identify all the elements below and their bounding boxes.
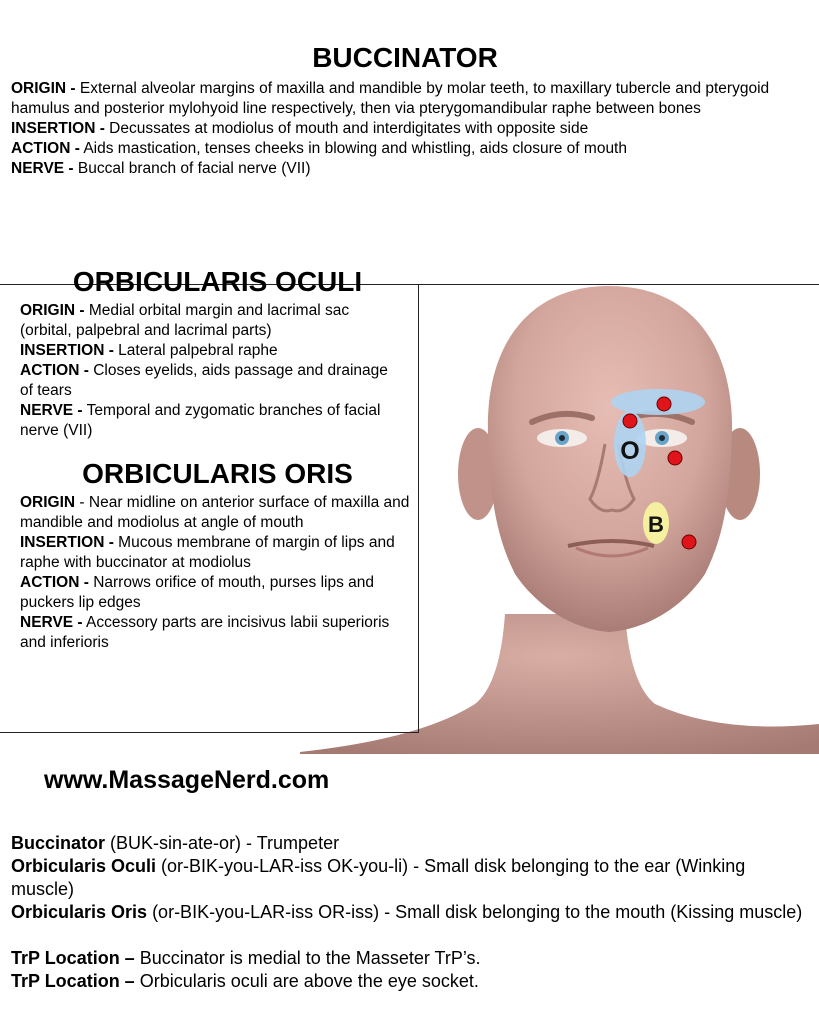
buccinator-insertion — [11, 119, 806, 139]
orbicularis-oris-title: ORBICULARIS ORIS — [82, 458, 353, 489]
muscle-name: Orbicularis Oris — [11, 902, 148, 922]
action-label: ACTION - — [20, 362, 89, 379]
insertion-label: INSERTION - — [11, 120, 105, 137]
nerve-text: Accessory parts are incisivus labii superioris and inferioris — [20, 614, 390, 651]
note-trp-1 — [11, 947, 811, 970]
trp-label: TrP Location – — [11, 948, 135, 968]
oris-action — [20, 573, 412, 613]
note-text: (or-BIK-you-LAR-iss OR-iss) - Small disk belonging to the mouth (Kissing muscle) — [147, 902, 803, 922]
muscle-name: Buccinator — [11, 833, 106, 853]
action-label: ACTION - — [20, 574, 89, 591]
insertion-label: INSERTION - — [20, 534, 114, 551]
oculi-insertion — [20, 341, 405, 361]
label-b: B — [648, 512, 664, 537]
trp-label: TrP Location – — [11, 971, 135, 991]
note-trp-2 — [11, 970, 811, 993]
origin-label: ORIGIN - — [11, 80, 76, 97]
left-pupil — [559, 435, 565, 441]
nerve-text: Buccal branch of facial nerve (VII) — [73, 160, 311, 177]
origin-text: Medial orbital margin and lacrimal sac (orbital, palpebral and lacrimal parts) — [20, 302, 350, 339]
note-text: (BUK-sin-ate-or) - Trumpeter — [105, 833, 340, 853]
buccinator-nerve — [11, 159, 806, 179]
pronunciation-notes — [11, 832, 811, 993]
muscle-name: Orbicularis Oculi — [11, 856, 157, 876]
origin-text: - Near midline on anterior surface of maxilla and mandible and modiolus at angle of mouth — [20, 494, 410, 531]
site-url[interactable]: www.MassageNerd.com — [44, 766, 330, 794]
orbicularis-oculi-description — [20, 301, 405, 441]
note-text: (or-BIK-you-LAR-iss OK-you-li) - Small disk belonging to the ear (Winking muscle) — [11, 856, 746, 899]
buccinator-origin — [11, 79, 806, 119]
nerve-label: NERVE - — [11, 160, 74, 177]
label-o: O — [620, 437, 640, 465]
insertion-text: Lateral palpebral raphe — [113, 342, 278, 359]
oris-nerve — [20, 613, 412, 653]
nerve-text: Temporal and zygomatic branches of facial nerve (VII) — [20, 402, 381, 439]
oris-origin — [20, 493, 412, 533]
action-text: Closes eyelids, aids passage and drainage of tears — [20, 362, 388, 399]
oculi-action — [20, 361, 405, 401]
spacer — [11, 924, 811, 947]
nerve-label: NERVE - — [20, 614, 83, 631]
origin-label: ORIGIN - — [20, 302, 85, 319]
trigger-point — [657, 397, 671, 411]
orbicularis-oris-description — [20, 493, 412, 653]
note-oculi — [11, 855, 811, 901]
trp-text: Orbicularis oculi are above the eye socket. — [134, 971, 479, 991]
trigger-point — [668, 451, 682, 465]
note-buccinator — [11, 832, 811, 855]
nerve-label: NERVE - — [20, 402, 83, 419]
trigger-point — [682, 535, 696, 549]
buccinator-title: BUCCINATOR — [312, 42, 498, 73]
action-text: Narrows orifice of mouth, purses lips and puckers lip edges — [20, 574, 375, 611]
note-oris — [11, 901, 811, 924]
head — [488, 286, 732, 632]
oculi-origin — [20, 301, 405, 341]
action-label: ACTION - — [11, 140, 80, 157]
buccinator-action — [11, 139, 806, 159]
insertion-text: Decussates at modiolus of mouth and interdigitates with opposite side — [104, 120, 589, 137]
action-text: Aids mastication, tenses cheeks in blowing and whistling, aids closure of mouth — [79, 140, 627, 157]
origin-label: ORIGIN — [20, 494, 76, 511]
trp-text: Buccinator is medial to the Masseter TrP’s. — [134, 948, 481, 968]
insertion-text: Mucous membrane of margin of lips and raphe with buccinator at modiolus — [20, 534, 395, 571]
orbicularis-oculi-title: ORBICULARIS OCULI — [72, 266, 363, 297]
insertion-label: INSERTION - — [20, 342, 114, 359]
trigger-point — [623, 414, 637, 428]
origin-text: External alveolar margins of maxilla and mandible by molar teeth, to maxillary tubercle and pterygoid hamulus and posterior mylohyoid line respectively, then via pterygomandibular raphe between bones — [11, 80, 770, 117]
buccinator-description — [11, 79, 806, 179]
oculi-nerve — [20, 401, 405, 441]
right-pupil — [659, 435, 665, 441]
oris-insertion — [20, 533, 412, 573]
